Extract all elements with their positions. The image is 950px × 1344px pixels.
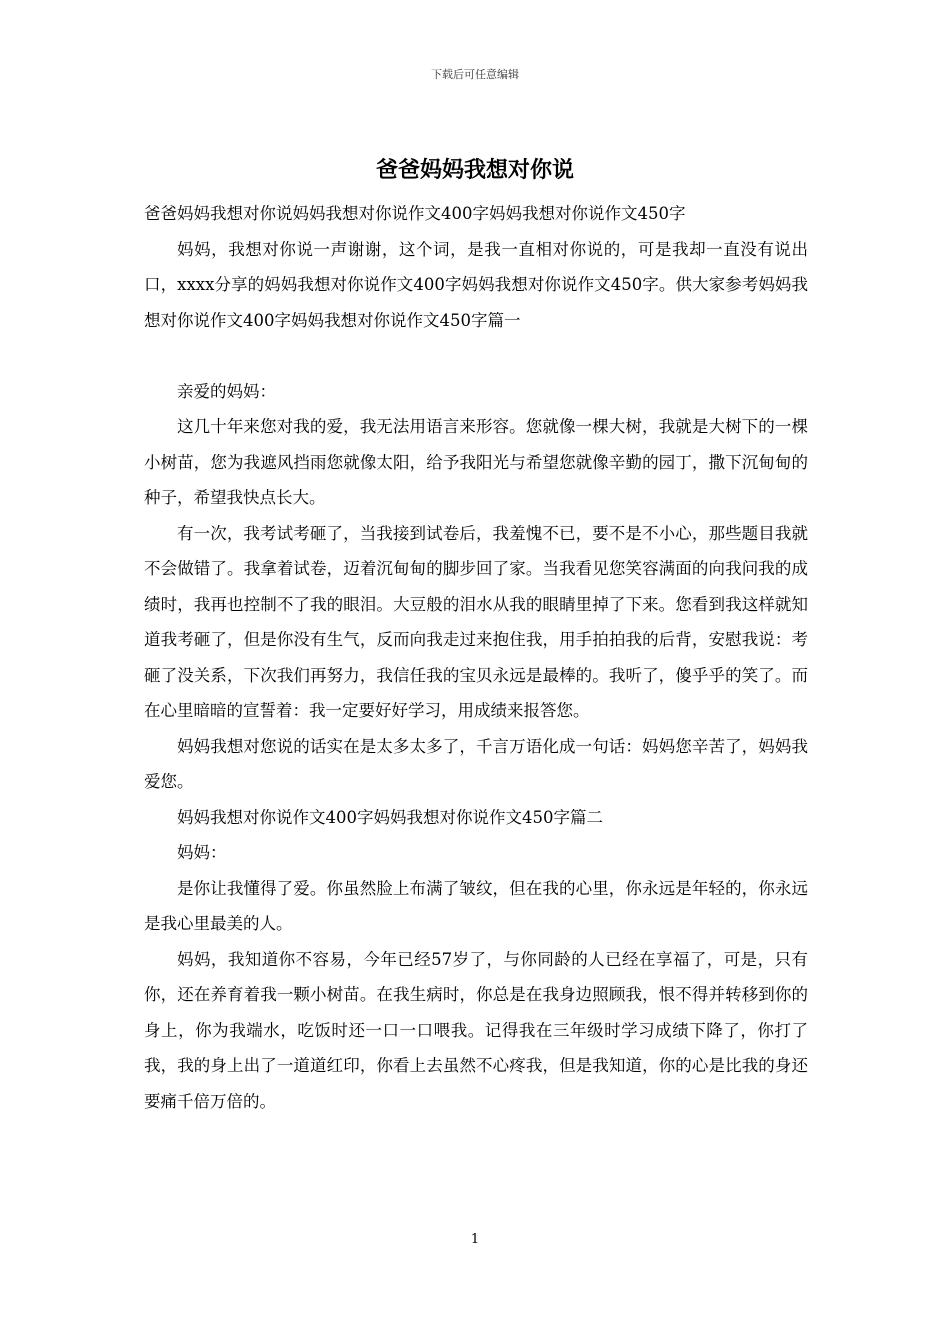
paragraph-salutation-1: 亲爱的妈妈： [177,381,276,401]
paragraph-salutation-2: 妈妈： [177,843,227,862]
blank-line [144,338,808,374]
page-header-note: 下载后可任意编辑 [431,68,519,81]
document-title: 爸爸妈妈我想对你说 [375,157,574,183]
paragraph-intro: 妈妈，我想对你说一声谢谢，这个词，是我一直相对你说的，可是我却一直没有说出口，xxxx分享的妈妈我想对你说作文400字妈妈我想对你说作文450字。供大家参考妈妈我想对你说作文400字妈妈我想对你说作文450字篇一 [144,239,808,330]
document-subtitle: 爸爸妈妈我想对你说妈妈我想对你说作文400字妈妈我想对你说作文450字 [144,204,686,223]
document-body [144,196,808,1119]
paragraph-body: 这几十年来您对我的爱，我无法用语言来形容。您就像一棵大树，我就是大树下的一棵小树苗，您为我遮风挡雨您就像太阳，给予我阳光与希望您就像辛勤的园丁，撒下沉甸甸的种子，希望我快点长大。 [144,417,808,507]
paragraph-body: 有一次，我考试考砸了，当我接到试卷后，我羞愧不已，要不是不小心，那些题目我就不会做错了。我拿着试卷，迈着沉甸甸的脚步回了家。当我看见您笑容满面的向我问我的成绩时，我再也控制不了我的眼泪。大豆般的泪水从我的眼睛里掉了下来。您看到我这样就知道我考砸了，但是你没有生气，反而向我走过来抱住我，用手拍拍我的后背，安慰我说：考砸了没关系，下次我们再努力，我信任我的宝贝永远是最棒的。我听了，傻乎乎的笑了。而在心里暗暗的宣誓着：我一定要好好学习，用成绩来报答您。 [144,523,808,720]
paragraph-body: 妈妈，我知道你不容易，今年已经57岁了，与你同龄的人已经在享福了，可是，只有你，还在养育着我一颗小树苗。在我生病时，你总是在我身边照顾我，恨不得并转移到你的身上，你为我端水，吃饭时还一口一口喂我。记得我在三年级时学习成绩下降了，你打了我，我的身上出了一道道红印，你看上去虽然不心疼我，但是我知道，你的心是比我的身还要痛千倍万倍的。 [144,949,808,1111]
section-heading-2: 妈妈我想对你说作文400字妈妈我想对你说作文450字篇二 [177,807,603,827]
paragraph-body: 是你让我懂得了爱。你虽然脸上布满了皱纹，但在我的心里，你永远是年轻的，你永远是我心里最美的人。 [144,878,808,933]
page-number: 1 [470,1232,480,1247]
paragraph-body: 妈妈我想对您说的话实在是太多太多了，千言万语化成一句话：妈妈您辛苦了，妈妈我爱您。 [144,736,808,791]
